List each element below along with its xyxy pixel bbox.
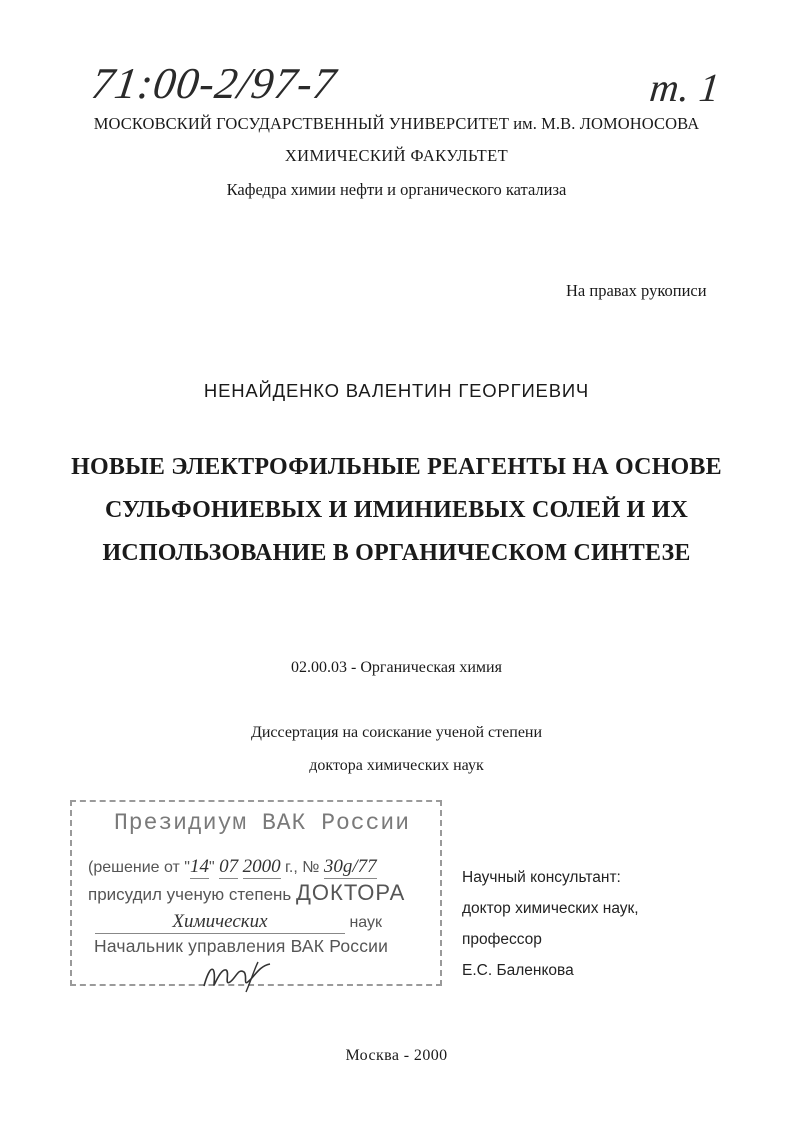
science-field: Химических: [95, 911, 345, 934]
stamp-title: Президиум ВАК России: [113, 810, 411, 836]
number-label: г., №: [285, 859, 320, 876]
manuscript-note: На правах рукописи: [566, 281, 707, 300]
degree-line-2: доктора химических наук: [309, 757, 484, 774]
department-name: Кафедра химии нефти и органического катализа: [226, 180, 567, 199]
decision-number: 30g/77: [323, 856, 377, 877]
dissertation-title: [0, 446, 793, 575]
stamp-science-line: [95, 911, 382, 934]
signature: [200, 958, 275, 994]
decision-prefix: (решение от ": [88, 859, 190, 876]
stamp-decision-line: [88, 856, 377, 879]
place-year: Москва - 2000: [345, 1047, 448, 1064]
volume-mark: т. 1: [647, 65, 722, 110]
specialty: 02.00.03 - Органическая химия: [291, 659, 502, 676]
consultant-label: Научный консультант:: [462, 869, 621, 886]
awarded-label: присудил ученую степень: [88, 885, 292, 904]
degree-line-1: Диссертация на соискание ученой степени: [250, 724, 543, 741]
scientific-consultant: [462, 862, 639, 986]
consultant-degree: доктор химических наук,: [462, 900, 639, 917]
degree-type: ДОКТОРА: [296, 880, 406, 905]
title-line: НОВЫЕ ЭЛЕКТРОФИЛЬНЫЕ РЕАГЕНТЫ НА ОСНОВЕ: [71, 454, 722, 480]
title-line: ИСПОЛЬЗОВАНИЕ В ОРГАНИЧЕСКОМ СИНТЕЗЕ: [102, 540, 691, 566]
decision-month: 07: [219, 856, 239, 877]
stamp-awarded-line: [88, 880, 405, 906]
university-name: МОСКОВСКИЙ ГОСУДАРСТВЕННЫЙ УНИВЕРСИТЕТ им. М.В. ЛОМОНОСОВА: [93, 114, 700, 133]
stamp-head-title: Начальник управления ВАК России: [94, 936, 389, 956]
faculty-name: ХИМИЧЕСКИЙ ФАКУЛЬТЕТ: [284, 146, 509, 165]
archive-code: 71:00-2/97-7: [88, 59, 340, 108]
decision-year: 2000: [242, 856, 281, 877]
consultant-name: Е.С. Баленкова: [462, 962, 574, 979]
author-name: НЕНАЙДЕНКО ВАЛЕНТИН ГЕОРГИЕВИЧ: [203, 380, 590, 401]
decision-quote: ": [208, 859, 215, 876]
title-line: СУЛЬФОНИЕВЫХ И ИМИНИЕВЫХ СОЛЕЙ И ИХ: [105, 497, 688, 523]
sciences-label: наук: [349, 914, 383, 931]
consultant-rank: профессор: [462, 931, 542, 948]
decision-day: 14: [189, 856, 209, 877]
